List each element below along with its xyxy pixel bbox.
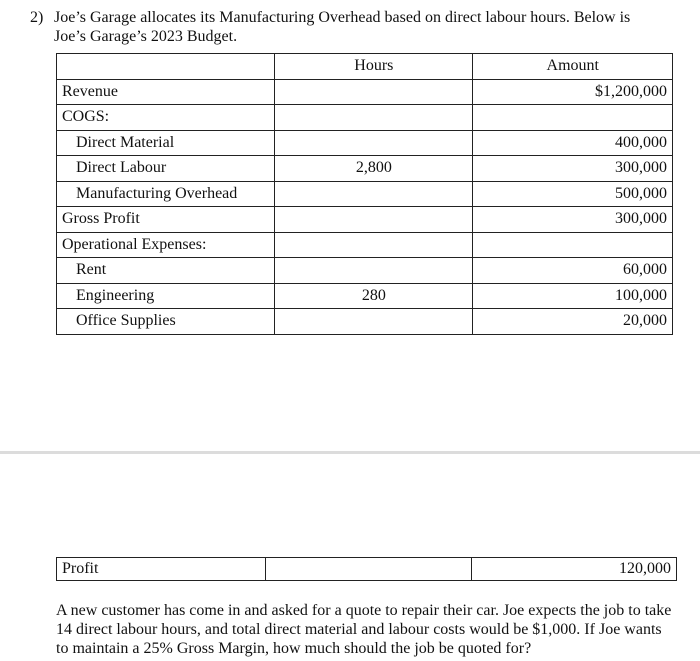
- row-amount: 300,000: [473, 156, 673, 182]
- table-row: [57, 105, 673, 131]
- row-label: Manufacturing Overhead: [57, 181, 275, 207]
- question-line-1: [30, 8, 670, 27]
- row-hours: [275, 258, 473, 284]
- row-amount: 500,000: [473, 181, 673, 207]
- row-amount: [473, 105, 673, 131]
- row-hours: [275, 181, 473, 207]
- row-label: Engineering: [57, 283, 275, 309]
- table-row: [57, 207, 673, 233]
- row-label: COGS:: [57, 105, 275, 131]
- table-row: [57, 258, 673, 284]
- section-divider: [0, 451, 700, 454]
- table-row: [57, 283, 673, 309]
- row-hours: [275, 79, 473, 105]
- table-row: [57, 79, 673, 105]
- row-label: Gross Profit: [57, 207, 275, 233]
- row-label: Operational Expenses:: [57, 232, 275, 258]
- profit-hours: [266, 558, 471, 581]
- table-row: [57, 156, 673, 182]
- header-label: [57, 54, 275, 80]
- row-amount: 20,000: [473, 309, 673, 335]
- row-label: Revenue: [57, 79, 275, 105]
- row-hours: [275, 309, 473, 335]
- table-row: [57, 181, 673, 207]
- row-hours: [275, 105, 473, 131]
- row-amount: 400,000: [473, 130, 673, 156]
- row-amount: 300,000: [473, 207, 673, 233]
- row-label: Direct Labour: [57, 156, 275, 182]
- question-number: 2): [30, 9, 44, 26]
- row-hours: 280: [275, 283, 473, 309]
- row-hours: [275, 232, 473, 258]
- profit-row: [57, 558, 677, 581]
- row-amount: $1,200,000: [473, 79, 673, 105]
- table-row: [57, 130, 673, 156]
- row-label: Direct Material: [57, 130, 275, 156]
- table-header-row: [57, 54, 673, 80]
- profit-table: [56, 557, 677, 581]
- header-amount: Amount: [473, 54, 673, 80]
- profit-label: Profit: [57, 558, 266, 581]
- row-hours: [275, 207, 473, 233]
- question-line-2: Joe’s Garage’s 2023 Budget.: [54, 28, 238, 45]
- row-amount: 60,000: [473, 258, 673, 284]
- row-hours: [275, 130, 473, 156]
- row-label: Office Supplies: [57, 309, 275, 335]
- table-row: [57, 309, 673, 335]
- question-text: [30, 8, 670, 46]
- row-amount: 100,000: [473, 283, 673, 309]
- row-hours: 2,800: [275, 156, 473, 182]
- footer-question-text: A new customer has come in and asked for a quote to repair their car. Joe expects the job to take 14 direct labour hours, and total direct material and labour costs would be $1,000. If Joe wants to maintain a 25% Gross Margin, how much should the job be quoted for?: [56, 602, 672, 657]
- header-hours: Hours: [275, 54, 473, 80]
- row-label: Rent: [57, 258, 275, 284]
- budget-table: [56, 53, 673, 335]
- profit-amount: 120,000: [471, 558, 676, 581]
- question-line-1-text: Joe’s Garage allocates its Manufacturing Overhead based on direct labour hours. Below is: [54, 9, 631, 26]
- table-row: [57, 232, 673, 258]
- row-amount: [473, 232, 673, 258]
- budget-table-body: [57, 79, 673, 334]
